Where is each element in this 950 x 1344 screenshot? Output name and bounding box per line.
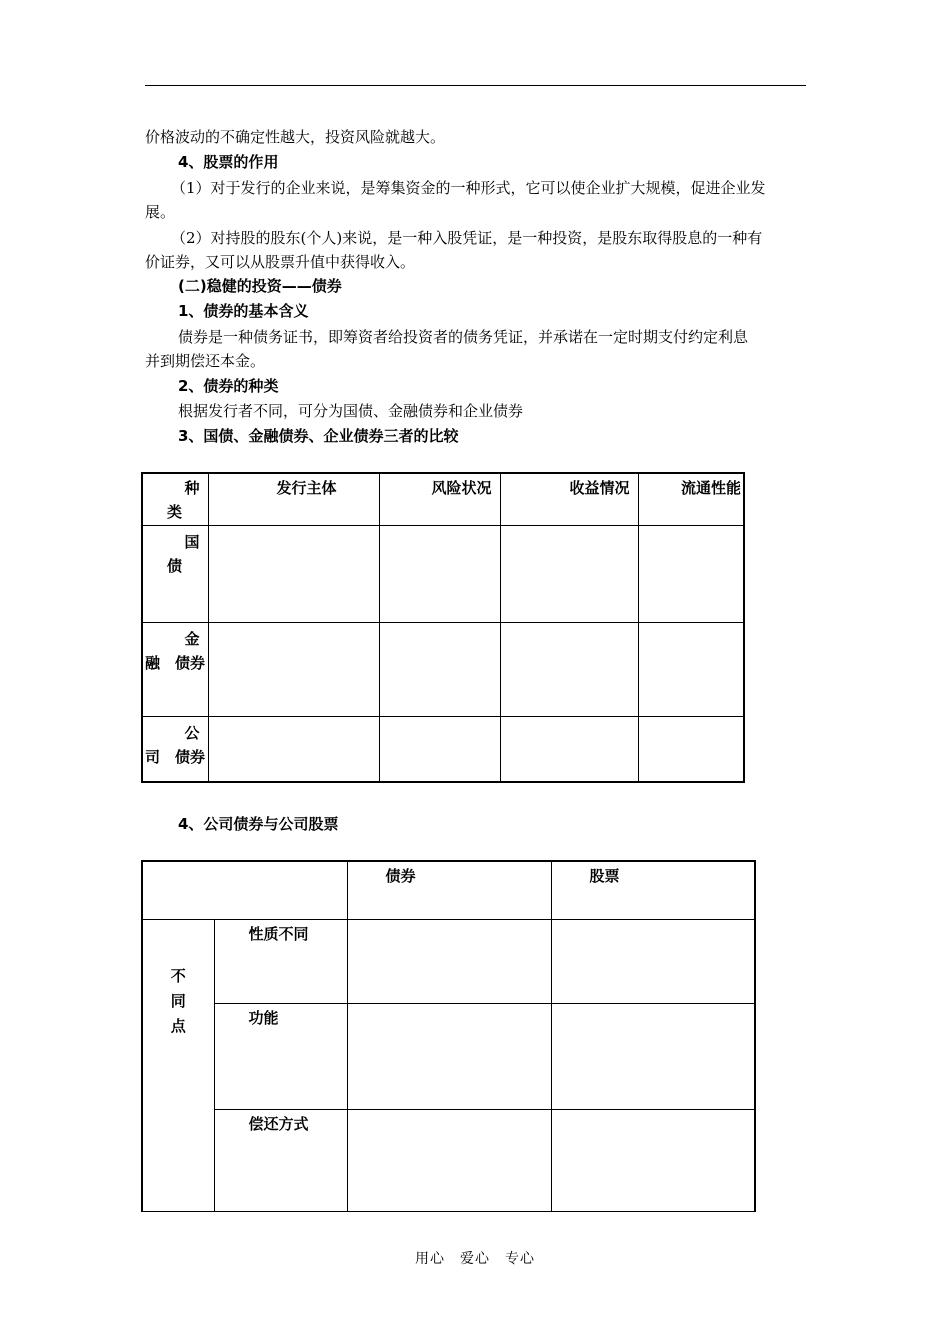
table-cell[interactable] [208, 716, 379, 782]
row-label-function: 功能 [214, 1003, 347, 1109]
table-row [142, 525, 744, 622]
row-label-national-debt: 国 债 [142, 525, 208, 622]
table-row [142, 622, 744, 716]
table-cell[interactable] [638, 525, 744, 622]
header-liquidity: 流通性能 [638, 473, 744, 525]
paragraph-bond-types: 根据发行者不同，可分为国债、金融债券和企业债券 [178, 402, 524, 420]
paragraph-bond-def-line2: 并到期偿还本金。 [145, 352, 266, 370]
table-cell[interactable] [379, 525, 500, 622]
row-label-financial-bond: 金 融 债券 [142, 622, 208, 716]
header-return: 收益情况 [500, 473, 638, 525]
bond-vs-stock-table [141, 860, 756, 1212]
bond-comparison-table [141, 472, 745, 783]
heading-section-bonds: (二)稳健的投资——债券 [178, 277, 342, 295]
heading-bond-vs-stock: 4、公司债券与公司股票 [178, 815, 339, 833]
table-row [142, 1003, 755, 1109]
row-label-nature: 性质不同 [214, 919, 347, 1003]
table-cell[interactable] [379, 716, 500, 782]
row-label-repayment: 偿还方式 [214, 1109, 347, 1211]
table-row [142, 919, 755, 1003]
table-cell[interactable] [208, 525, 379, 622]
table-cell[interactable] [347, 1003, 551, 1109]
paragraph-issuer-line2: 展。 [145, 203, 176, 221]
row-label-corporate-bond: 公 司 债券 [142, 716, 208, 782]
paragraph-issuer-line1: （1）对于发行的企业来说，是筹集资金的一种形式，它可以使企业扩大规模，促进企业发 [171, 179, 766, 197]
group-label-differences: 不 同 点 [142, 919, 214, 1211]
table-cell[interactable] [551, 1003, 755, 1109]
table-cell[interactable] [638, 622, 744, 716]
header-bond: 债券 [347, 861, 551, 919]
header-issuer: 发行主体 [208, 473, 379, 525]
table-row [142, 716, 744, 782]
header-empty [142, 861, 347, 919]
header-risk: 风险状况 [379, 473, 500, 525]
paragraph-holder-line1: （2）对持股的股东(个人)来说，是一种入股凭证，是一种投资，是股东取得股息的一种有 [171, 229, 763, 247]
page-footer: 用心 爱心 专心 [415, 1251, 535, 1267]
table-cell[interactable] [500, 716, 638, 782]
table-cell[interactable] [208, 622, 379, 716]
heading-bond-comparison: 3、国债、金融债券、企业债券三者的比较 [178, 427, 459, 445]
paragraph-price-risk: 价格波动的不确定性越大，投资风险就越大。 [145, 128, 446, 146]
table-cell[interactable] [379, 622, 500, 716]
header-stock: 股票 [551, 861, 755, 919]
table-header-row [142, 861, 755, 919]
paragraph-bond-def-line1: 债券是一种债务证书，即筹资者给投资者的债务凭证，并承诺在一定时期支付约定利息 [178, 328, 749, 346]
paragraph-holder-line2: 价证券，又可以从股票升值中获得收入。 [145, 253, 416, 271]
table-header-row [142, 473, 744, 525]
heading-stock-role: 4、股票的作用 [178, 153, 279, 171]
heading-bond-types: 2、债券的种类 [178, 377, 279, 395]
table-cell[interactable] [551, 1109, 755, 1211]
table-cell[interactable] [551, 919, 755, 1003]
table-cell[interactable] [347, 1109, 551, 1211]
header-kind: 种 类 [142, 473, 208, 525]
table-cell[interactable] [638, 716, 744, 782]
header-rule [145, 85, 806, 86]
table-cell[interactable] [500, 525, 638, 622]
table-row [142, 1109, 755, 1211]
heading-bond-meaning: 1、债券的基本含义 [178, 302, 309, 320]
table-cell[interactable] [347, 919, 551, 1003]
table-cell[interactable] [500, 622, 638, 716]
